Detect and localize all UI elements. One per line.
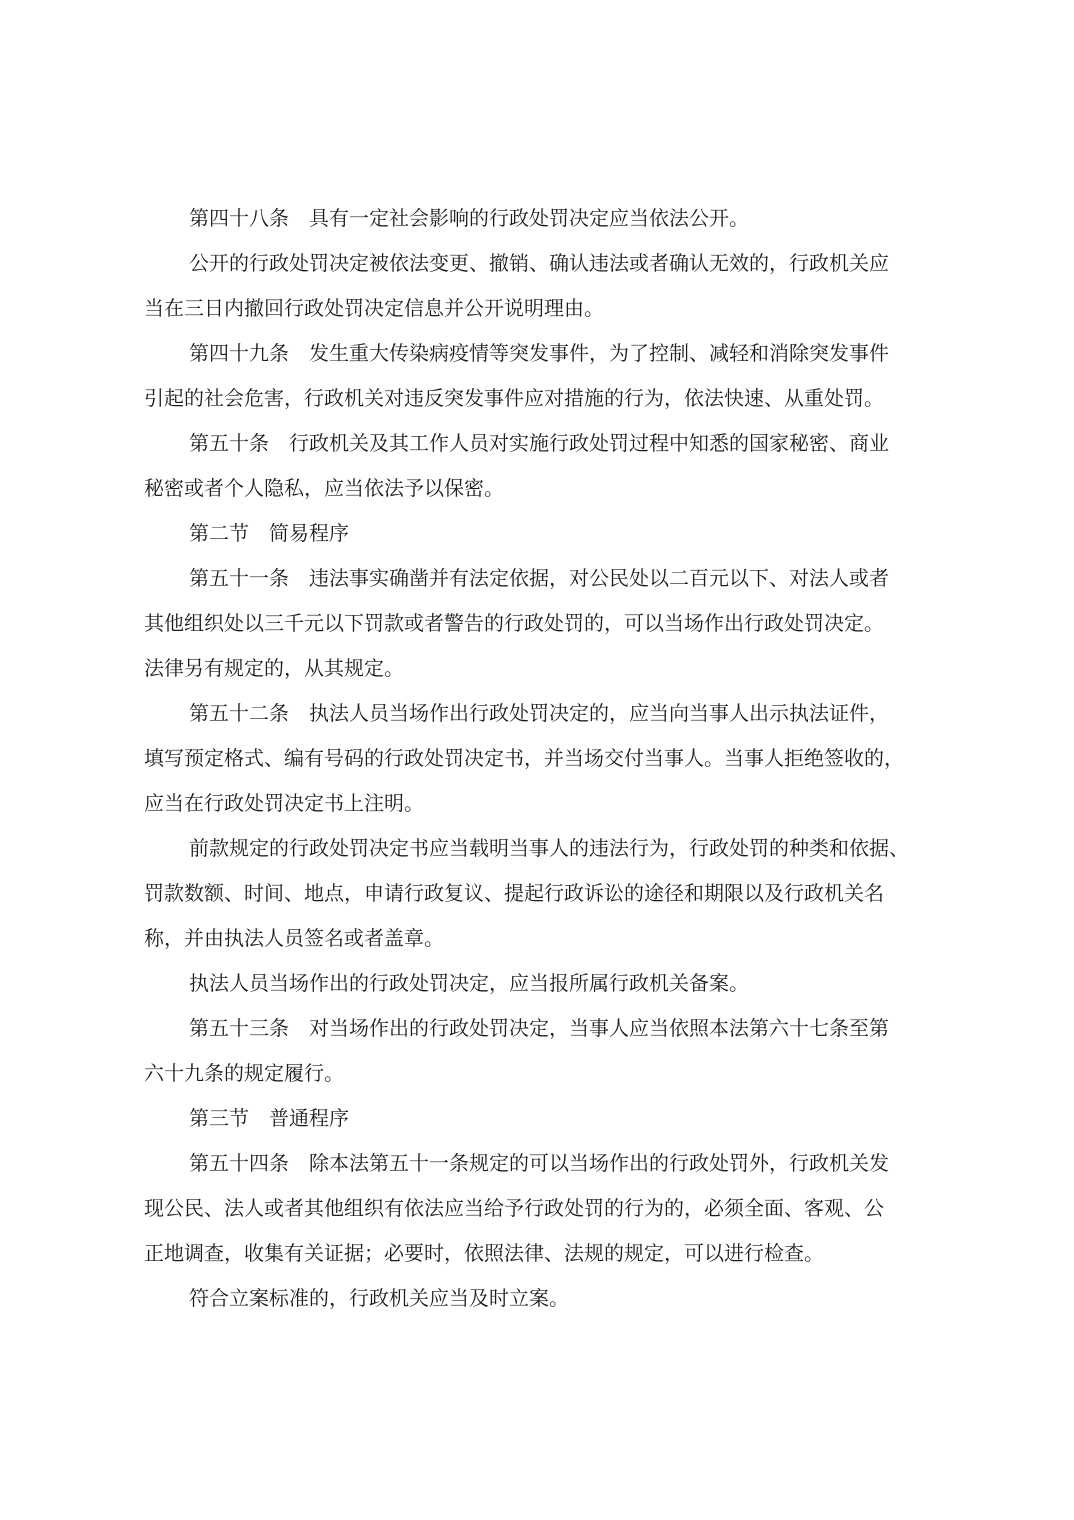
article-48-line-1: 第四十八条 具有一定社会影响的行政处罚决定应当依法公开。	[189, 206, 749, 230]
article-54-line-3: 正地调查，收集有关证据；必要时，依照法律、法规的规定，可以进行检查。	[144, 1241, 824, 1265]
article-48-para-2-line-1: 公开的行政处罚决定被依法变更、撤销、确认违法或者确认无效的，行政机关应	[189, 251, 889, 275]
article-51-line-1: 第五十一条 违法事实确凿并有法定依据，对公民处以二百元以下、对法人或者	[189, 566, 889, 590]
article-50-line-2: 秘密或者个人隐私，应当依法予以保密。	[144, 476, 504, 500]
article-50-line-1: 第五十条 行政机关及其工作人员对实施行政处罚过程中知悉的国家秘密、商业	[189, 431, 889, 455]
article-53-line-1: 第五十三条 对当场作出的行政处罚决定，当事人应当依照本法第六十七条至第	[189, 1016, 889, 1040]
article-52-line-1: 第五十二条 执法人员当场作出行政处罚决定的，应当向当事人出示执法证件，	[189, 701, 889, 725]
article-53-line-2: 六十九条的规定履行。	[144, 1061, 344, 1085]
article-52-para-2-line-2: 罚款数额、时间、地点，申请行政复议、提起行政诉讼的途径和期限以及行政机关名	[144, 881, 884, 905]
article-49-line-2: 引起的社会危害，行政机关对违反突发事件应对措施的行为，依法快速、从重处罚。	[144, 386, 884, 410]
article-54-line-1: 第五十四条 除本法第五十一条规定的可以当场作出的行政处罚外，行政机关发	[189, 1151, 889, 1175]
article-54-para-2-line-1: 符合立案标准的，行政机关应当及时立案。	[189, 1286, 569, 1310]
article-49-line-1: 第四十九条 发生重大传染病疫情等突发事件，为了控制、减轻和消除突发事件	[189, 341, 889, 365]
article-52-line-3: 应当在行政处罚决定书上注明。	[144, 791, 424, 815]
article-52-para-3-line-1: 执法人员当场作出的行政处罚决定，应当报所属行政机关备案。	[189, 971, 749, 995]
article-52-para-2-line-3: 称，并由执法人员签名或者盖章。	[144, 926, 444, 950]
article-51-line-3: 法律另有规定的，从其规定。	[144, 656, 404, 680]
section-3-heading: 第三节 普通程序	[189, 1106, 349, 1130]
article-52-line-2: 填写预定格式、编有号码的行政处罚决定书，并当场交付当事人。当事人拒绝签收的，	[144, 746, 904, 770]
article-48-para-2-line-2: 当在三日内撤回行政处罚决定信息并公开说明理由。	[144, 296, 604, 320]
article-52-para-2-line-1: 前款规定的行政处罚决定书应当载明当事人的违法行为，行政处罚的种类和依据、	[189, 836, 909, 860]
article-54-line-2: 现公民、法人或者其他组织有依法应当给予行政处罚的行为的，必须全面、客观、公	[144, 1196, 884, 1220]
section-2-heading: 第二节 简易程序	[189, 521, 349, 545]
article-51-line-2: 其他组织处以三千元以下罚款或者警告的行政处罚的，可以当场作出行政处罚决定。	[144, 611, 884, 635]
document-body	[144, 196, 940, 1321]
